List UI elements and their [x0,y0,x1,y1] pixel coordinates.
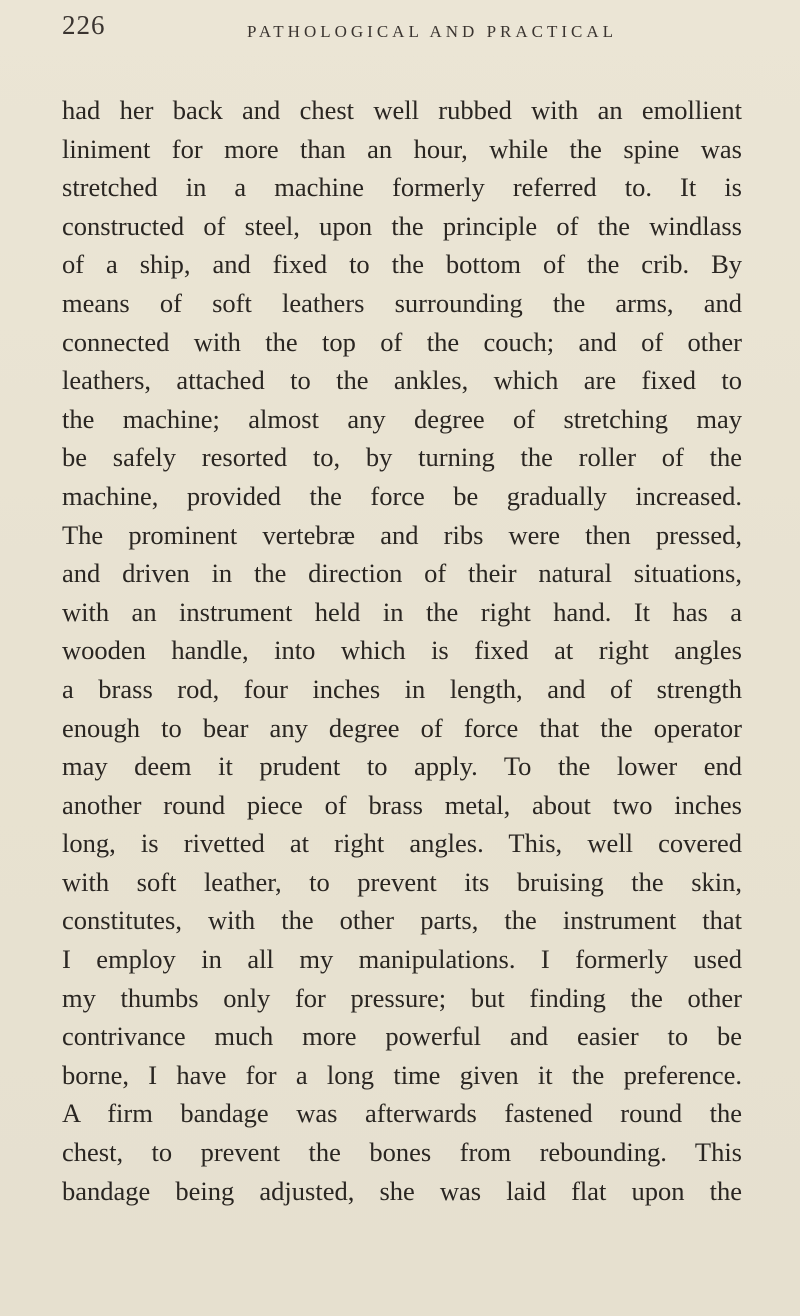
text-line: of a ship, and fixed to the bottom of the crib. By [62,249,742,280]
page-number: 226 [62,10,106,40]
text-line: wooden handle, into which is fixed at right angles [62,635,742,666]
text-line: another round piece of brass metal, about two inches [62,789,742,820]
text-line: be safely resorted to, by turning the roller of the [62,442,742,473]
text-line: machine, provided the force be gradually increased. [62,480,742,511]
text-line: constitutes, with the other parts, the instrument that [62,905,742,936]
text-line: my thumbs only for pressure; but finding the other [62,982,742,1013]
text-line: bandage being adjusted, she was laid flat upon the [62,1175,742,1206]
text-line: long, is rivetted at right angles. This, well covered [62,828,742,859]
text-line: connected with the top of the couch; and of other [62,326,742,357]
text-line: borne, I have for a long time given it the preference. [62,1059,742,1090]
text-line: means of soft leathers surrounding the arms, and [62,287,742,318]
page-header [62,10,752,60]
text-line: the machine; almost any degree of stretching may [62,403,742,434]
text-line: a brass rod, four inches in length, and of strength [62,673,742,704]
text-line: and driven in the direction of their natural situations, [62,558,742,589]
text-line: with soft leather, to prevent its bruising the skin, [62,866,742,897]
text-line: chest, to prevent the bones from rebounding. This [62,1137,742,1168]
text-line: may deem it prudent to apply. To the lower end [62,751,742,782]
text-line: enough to bear any degree of force that the operator [62,712,742,743]
text-line: liniment for more than an hour, while the spine was [62,133,742,164]
text-line: with an instrument held in the right hand. It has a [62,596,742,627]
text-line: constructed of steel, upon the principle of the windlass [62,210,742,241]
text-line: stretched in a machine formerly referred to. It is [62,172,742,203]
running-head: PATHOLOGICAL AND PRACTICAL [247,22,618,41]
text-line: A firm bandage was afterwards fastened round the [62,1098,742,1129]
text-line: I employ in all my manipulations. I formerly used [62,944,742,975]
text-line: contrivance much more powerful and easier to be [62,1021,742,1052]
text-line: The prominent vertebræ and ribs were then pressed, [62,519,742,550]
text-line: had her back and chest well rubbed with an emollient [62,95,742,125]
body-text [62,91,742,1210]
text-line: leathers, attached to the ankles, which are fixed to [62,365,742,396]
